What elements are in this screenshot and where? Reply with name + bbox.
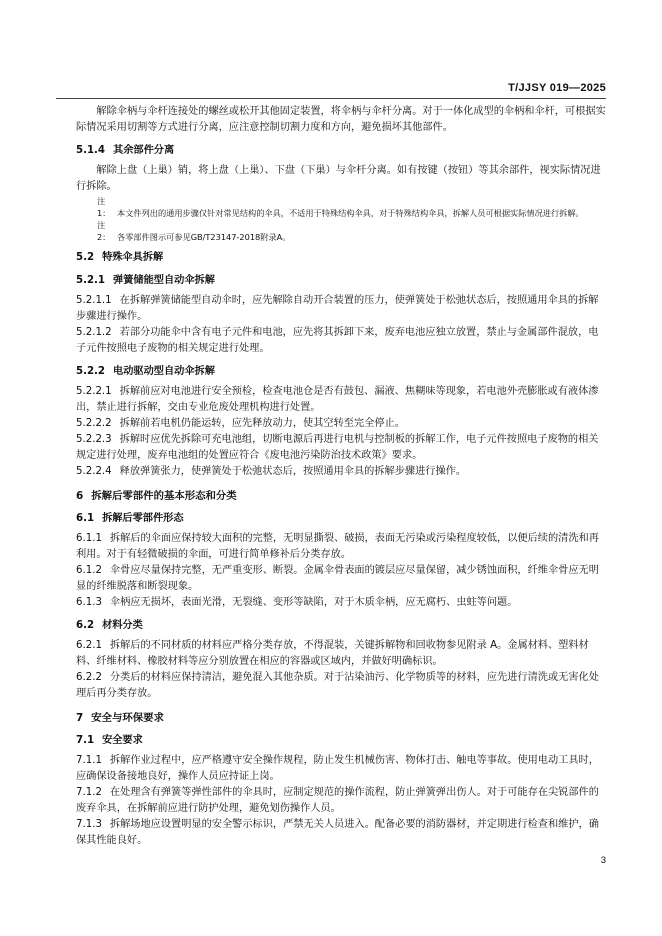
numbered-clause: 5.2.2.4 释放弹簧张力，使弹簧处于松弛状态后，按照通用伞具的拆解步骤进行操作。 (76, 466, 467, 477)
numbered-clause: 5.2.2.2 拆解前若电机仍能运转，应先释放动力，使其空转至完全停止。 (76, 418, 405, 429)
numbered-clause: 5.2.1.2 若部分功能伞中含有电子元件和电池，应先将其拆卸下来，废弃电池应独立放置，禁止与金属部件混放，电子元件按照电子废物的相关规定进行处理。 (76, 327, 599, 354)
section-heading: 6.2 材料分类 (76, 620, 143, 631)
numbered-clause: 5.2.2.3 拆解时应优先拆除可充电池组，切断电源后再进行电机与控制板的拆解工作，电子元件按照电子废物的相关规定进行处理，废弃电池组的处置应符合《废电池污染防治技术政策》要求。 (76, 434, 599, 461)
section-heading: 5.2 特殊伞具拆解 (76, 252, 164, 263)
section-heading: 5.1.4 其余部件分离 (76, 145, 175, 156)
numbered-clause: 7.1.3 拆解场地应设置明显的安全警示标识，严禁无关人员进入。配备必要的消防器材，并定期进行检查和维护，确保其性能良好。 (76, 819, 599, 846)
numbered-clause: 6.2.2 分类后的材料应保持清洁，避免混入其他杂质。对于沾染油污、化学物质等的材料，应先进行清洗或无害化处理后再分类存放。 (76, 672, 599, 699)
note: 注2： 各零部件图示可参见GB/T23147-2018附录A。 (97, 220, 291, 242)
numbered-clause: 6.1.2 伞骨应尽量保持完整，无严重变形、断裂。金属伞骨表面的镀层应尽量保留，减少锈蚀面积，纤维伞骨应无明显的纤维脱落和断裂现象。 (76, 565, 599, 592)
section-heading: 6.1 拆解后零部件形态 (76, 513, 184, 524)
document-code: T/JJSY 019—2025 (508, 82, 606, 94)
paragraph: 解除伞柄与伞杆连接处的螺丝或松开其他固定装置，将伞柄与伞杆分离。对于一体化成型的伞柄和伞杆，可根据实际情况采用切割等方式进行分离，应注意控制切割力度和方向，避免损坏其他部件。 (76, 106, 606, 133)
paragraph: 解除上盘（上巢）销，将上盘（上巢）、下盘（下巢）与伞杆分离。如有按键（按钮）等其余部件，视实际情况进行拆除。 (76, 165, 601, 192)
section-heading: 7.1 安全要求 (76, 735, 143, 746)
document-body (76, 104, 606, 849)
numbered-clause: 5.2.1.1 在拆解弹簧储能型自动伞时，应先解除自动开合装置的压力，使弹簧处于松弛状态后，按照通用伞具的拆解步骤进行操作。 (76, 295, 599, 322)
note: 注1： 本文件列出的通用步骤仅针对常见结构的伞具，不适用于特殊结构伞具，对于特殊结构伞具，拆解人员可根据实际情况进行拆解。 (97, 196, 584, 218)
numbered-clause: 7.1.1 拆解作业过程中，应严格遵守安全操作规程，防止发生机械伤害、物体打击、触电等事故。使用电动工具时，应确保设备接地良好，操作人员应持证上岗。 (76, 755, 599, 782)
page-number: 3 (600, 855, 606, 866)
section-heading: 5.2.1 弹簧储能型自动伞拆解 (76, 275, 215, 286)
numbered-clause: 7.1.2 在处理含有弹簧等弹性部件的伞具时，应制定规范的操作流程，防止弹簧弹出伤人。对于可能存在尖锐部件的废弃伞具，在拆解前应进行防护处理，避免划伤操作人员。 (76, 787, 599, 814)
chapter-heading: 7 安全与环保要求 (76, 712, 164, 724)
numbered-clause: 6.1.1 拆解后的伞面应保持较大面积的完整，无明显撕裂、破损，表面无污染或污染程度较低，以便后续的清洗和再利用。对于有轻微破损的伞面，可进行简单修补后分类存放。 (76, 533, 599, 560)
chapter-heading: 6 拆解后零部件的基本形态和分类 (76, 490, 237, 502)
numbered-clause: 6.2.1 拆解后的不同材质的材料应严格分类存放，不得混装，关键拆解物和回收物参见附录 A。金属材料、塑料材料、纤维材料、橡胶材料等应分别放置在相应的容器或区域内，并做好明确标识。 (76, 640, 589, 667)
numbered-clause: 6.1.3 伞柄应无损坏，表面光滑，无裂缝、变形等缺陷，对于木质伞柄，应无腐朽、虫蛀等问题。 (76, 597, 518, 608)
numbered-clause: 5.2.2.1 拆解前应对电池进行安全预检，检查电池仓是否有鼓包、漏液、焦糊味等现象，若电池外壳膨胀或有液体渗出，禁止进行拆解，交由专业危废处理机构进行处置。 (76, 386, 599, 413)
header-rule (56, 98, 606, 99)
section-heading: 5.2.2 电动驱动型自动伞拆解 (76, 366, 215, 377)
